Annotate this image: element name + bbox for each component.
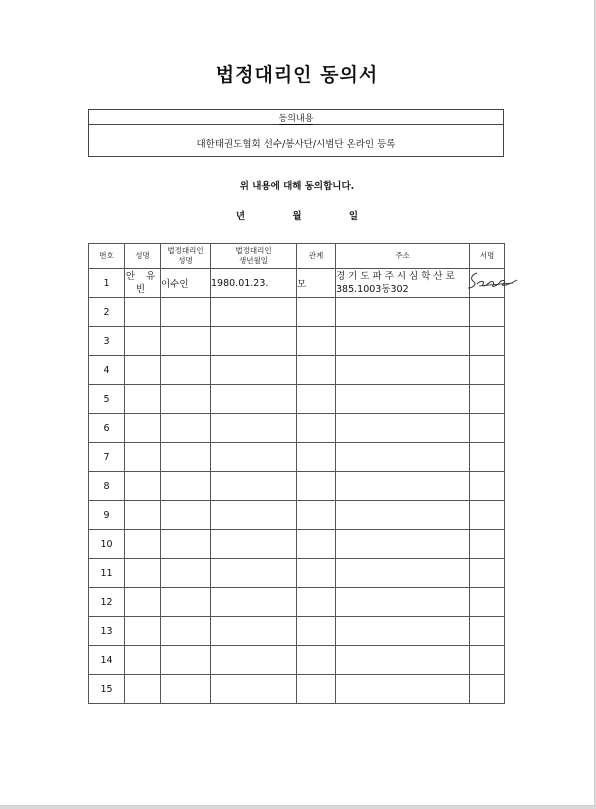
cell-number: 13: [89, 617, 125, 646]
table-row: [89, 472, 505, 501]
cell-number: 2: [89, 298, 125, 327]
header-name: 성명: [125, 244, 161, 269]
table-row: [89, 298, 505, 327]
consent-heading-text: 동의내용: [278, 114, 314, 124]
table-row: [89, 443, 505, 472]
cell-address: [336, 269, 470, 298]
cell-name: 안 유 빈: [125, 269, 161, 298]
cell-number: 8: [89, 472, 125, 501]
header-guardian-name: 법정대리인 성명: [161, 244, 211, 269]
header-guardian-birth: 법정대리인 생년월일: [211, 244, 297, 269]
cell-number: 3: [89, 327, 125, 356]
date-day-label: 일: [348, 211, 359, 222]
cell-number: 7: [89, 443, 125, 472]
table-row: [89, 356, 505, 385]
handwritten-signature-icon: [465, 269, 519, 295]
cell-number: 15: [89, 675, 125, 704]
consent-heading-row: [89, 110, 503, 125]
table-row: [89, 385, 505, 414]
guardian-table: [88, 243, 505, 704]
cell-number: 11: [89, 559, 125, 588]
cell-number: 5: [89, 385, 125, 414]
table-row: [89, 530, 505, 559]
table-row: [89, 501, 505, 530]
address-line-1: 경기도파주시심학산로: [336, 271, 458, 282]
address-line-2: 385.1003동302: [336, 284, 409, 295]
cell-number: 6: [89, 414, 125, 443]
cell-number: 1: [89, 269, 125, 298]
cell-signature: [470, 269, 505, 298]
cell-number: 14: [89, 646, 125, 675]
cell-number: 12: [89, 588, 125, 617]
table-header-row: [89, 244, 505, 269]
cell-guardian-birth: 1980.01.23.: [211, 269, 297, 298]
header-number: 번호: [89, 244, 125, 269]
table-row: [89, 675, 505, 704]
table-row: [89, 414, 505, 443]
header-signature: 서명: [470, 244, 505, 269]
header-relation: 관계: [297, 244, 336, 269]
date-line: [0, 208, 594, 222]
table-row: [89, 617, 505, 646]
consent-heading: [89, 111, 503, 124]
date-year-label: 년: [235, 211, 246, 222]
date-month-label: 월: [292, 211, 302, 222]
cell-number: 9: [89, 501, 125, 530]
cell-guardian-name: 이수인: [161, 269, 211, 298]
cell-number: 10: [89, 530, 125, 559]
consent-text: 대한태권도협회 선수/봉사단/시범단 온라인 등록: [196, 139, 396, 150]
table-row: [89, 646, 505, 675]
cell-number: 4: [89, 356, 125, 385]
table-row: [89, 327, 505, 356]
document-title: 법정대리인 동의서: [215, 64, 379, 86]
table-row: [89, 588, 505, 617]
header-address: 주소: [336, 244, 470, 269]
consent-content-box: [88, 109, 504, 157]
table-row: [89, 559, 505, 588]
table-row: [89, 269, 505, 298]
agree-statement: 위 내용에 대해 동의합니다.: [239, 181, 355, 192]
cell-relation: 모: [297, 269, 336, 298]
